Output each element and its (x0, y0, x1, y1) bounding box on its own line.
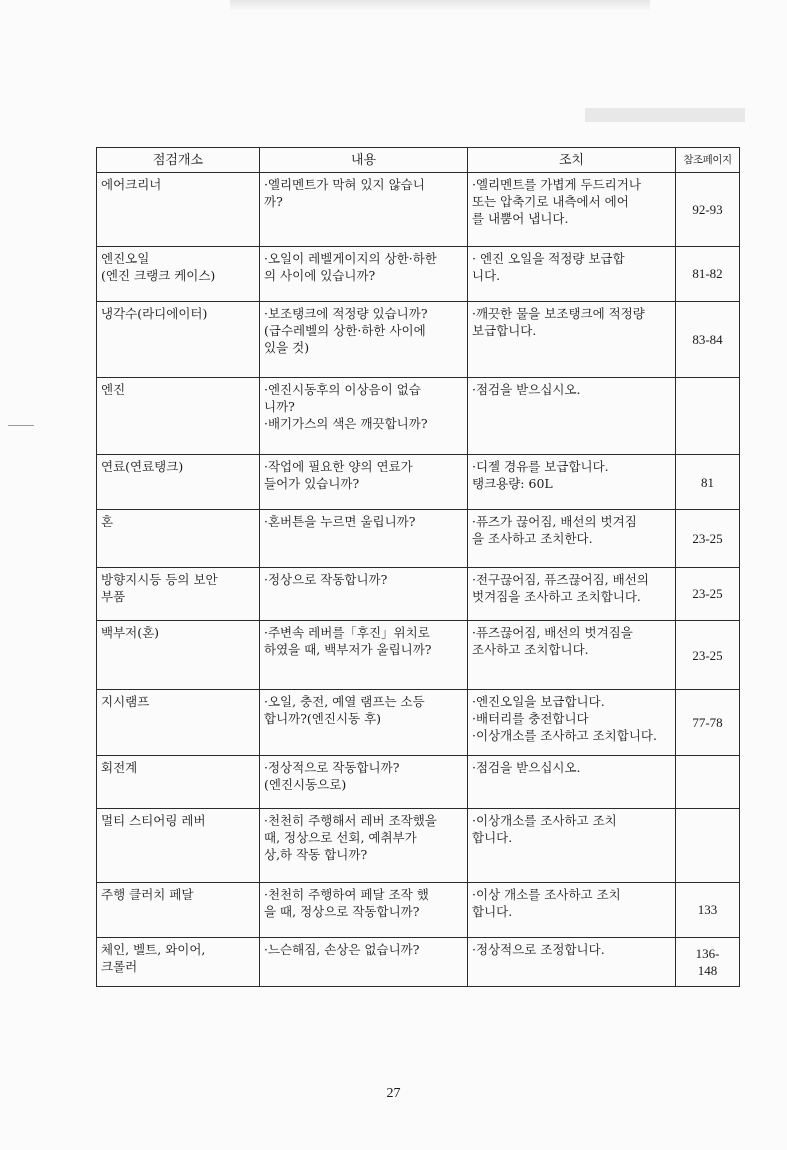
item-cell (97, 755, 260, 808)
action-line: ·퓨즈끊어짐, 배선의 벗겨짐을 (472, 624, 633, 640)
action-line: ·전구끊어짐, 퓨즈끊어짐, 배선의 (472, 571, 649, 587)
content-line: ·배기가스의 색은 깨끗합니까? (264, 415, 428, 431)
content-line: ·엘리멘트가 막혀 있지 않습니 (264, 177, 425, 192)
item-cell (97, 246, 260, 301)
content-line: 의 사이에 있습니까? (264, 267, 376, 283)
reference-page-cell: 133 (676, 882, 740, 937)
header-item: 점검개소 (97, 148, 260, 173)
item-cell (97, 301, 260, 377)
content-cell (260, 301, 468, 377)
content-cell (260, 620, 468, 690)
item-cell (97, 510, 260, 567)
content-line: 하였을 때, 백부저가 울립니까? (264, 641, 432, 657)
content-line: ·작업에 필요한 양의 연료가 (264, 459, 413, 475)
content-line: (급수레벨의 상한·하한 사이에 (264, 322, 426, 338)
item-line: 체인, 벨트, 와이어, (101, 941, 206, 957)
action-line: · 엔진 오일을 적정량 보급합 (472, 250, 625, 266)
action-cell (468, 620, 676, 690)
reference-page-cell: 81-82 (676, 246, 740, 301)
action-line: ·깨끗한 물을 보조탱크에 적정량 (472, 305, 645, 321)
item-cell (97, 937, 260, 986)
reference-page-cell (676, 755, 740, 808)
reference-page-cell: 23-25 (676, 620, 740, 690)
table-row (97, 567, 740, 620)
content-cell (260, 937, 468, 986)
action-cell (468, 937, 676, 986)
action-line: 탱크용량: 60L (472, 476, 553, 492)
content-cell (260, 455, 468, 510)
content-line: 합니까?(엔진시동 후) (264, 711, 382, 727)
action-line: 또는 압축기로 내측에서 에어 (472, 194, 629, 209)
reference-page-cell: 92-93 (676, 173, 740, 247)
item-line: (엔진 크랭크 케이스) (101, 267, 216, 283)
content-line: 들어가 있습니까? (264, 476, 360, 492)
content-cell (260, 882, 468, 937)
reference-page-cell: 77-78 (676, 690, 740, 755)
action-line: 조사하고 조치합니다. (472, 641, 589, 657)
content-line: (엔진시동으로) (264, 776, 347, 792)
item-line: 멀티 스티어링 레버 (101, 813, 206, 829)
action-cell (468, 882, 676, 937)
table-row (97, 755, 740, 808)
content-line: 까? (264, 194, 283, 209)
content-line: ·보조탱크에 적정량 있습니까? (264, 305, 428, 321)
item-line: 엔진오일 (101, 250, 150, 266)
action-cell (468, 377, 676, 455)
table-row (97, 377, 740, 455)
content-line: ·느슨해짐, 손상은 없습니까? (264, 941, 420, 957)
content-line: ·정상적으로 작동합니까? (264, 759, 400, 775)
table-row (97, 690, 740, 755)
item-line: 연료(연료탱크) (101, 459, 184, 475)
table-row (97, 246, 740, 301)
table-row (97, 455, 740, 510)
item-line: 지시램프 (101, 694, 150, 710)
reference-page-cell: 81 (676, 455, 740, 510)
content-cell (260, 755, 468, 808)
reference-page-cell: 83-84 (676, 301, 740, 377)
item-cell (97, 173, 260, 247)
table-row (97, 620, 740, 690)
action-line: 합니다. (472, 830, 513, 846)
item-line: 주행 클러치 페달 (101, 886, 194, 902)
table-body (97, 173, 740, 987)
content-cell (260, 809, 468, 883)
table-row (97, 510, 740, 567)
action-cell (468, 455, 676, 510)
action-cell (468, 809, 676, 883)
action-line: 보급합니다. (472, 322, 537, 338)
action-line: ·이상 개소를 조사하고 조치 (472, 886, 621, 902)
action-cell (468, 690, 676, 755)
content-line: ·천천히 주행해서 레버 조작했을 (264, 813, 437, 829)
action-line: 를 내뿜어 냅니다. (472, 211, 569, 226)
action-cell (468, 567, 676, 620)
action-cell (468, 510, 676, 567)
bleed-through-heading (585, 108, 745, 122)
item-line: 에어크리너 (101, 177, 162, 192)
item-line: 냉각수(라디에이터) (101, 305, 208, 321)
table-row (97, 173, 740, 247)
action-line: ·퓨즈가 끊어짐, 배선의 벗겨짐 (472, 514, 637, 530)
header-action: 조치 (468, 148, 676, 173)
content-line: ·오일, 충전, 예열 램프는 소등 (264, 694, 425, 710)
item-cell (97, 455, 260, 510)
reference-page-cell: 136- 148 (676, 937, 740, 986)
item-cell (97, 620, 260, 690)
action-cell (468, 301, 676, 377)
header-row (97, 148, 740, 173)
inspection-table (96, 147, 740, 987)
item-line: 방향지시등 등의 보안 (101, 571, 218, 587)
bleed-through-shadow (230, 0, 650, 10)
page-number: 27 (386, 1086, 401, 1101)
item-line: 회전계 (101, 759, 138, 775)
action-line: ·정상적으로 조정합니다. (472, 941, 605, 957)
reference-page-cell (676, 377, 740, 455)
table-row (97, 809, 740, 883)
action-line: 니다. (472, 267, 501, 283)
table-row (97, 937, 740, 986)
action-cell (468, 246, 676, 301)
content-line: 상,하 작동 합니까? (264, 847, 368, 863)
action-line: 벗겨짐을 조사하고 조치합니다. (472, 588, 641, 604)
action-line: ·배터리를 충전합니다 (472, 711, 589, 727)
item-cell (97, 882, 260, 937)
header-content: 내용 (260, 148, 468, 173)
table-row (97, 301, 740, 377)
header-reference-page: 참조페이지 (676, 148, 740, 173)
action-line: ·이상개소를 조사하고 조치 (472, 813, 617, 829)
item-line: 부품 (101, 588, 126, 604)
table-row (97, 882, 740, 937)
item-line: 혼 (101, 514, 114, 530)
content-cell (260, 377, 468, 455)
margin-mark (8, 425, 34, 426)
action-cell (468, 173, 676, 247)
content-line: ·혼버튼을 누르면 울립니까? (264, 514, 416, 530)
action-line: ·점검을 받으십시오. (472, 381, 581, 397)
content-line: 있을 것) (264, 339, 310, 355)
content-cell (260, 173, 468, 247)
action-cell (468, 755, 676, 808)
item-cell (97, 690, 260, 755)
item-line: 백부저(혼) (101, 624, 160, 640)
content-line: 니까? (264, 398, 295, 414)
action-line: ·점검을 받으십시오. (472, 759, 581, 775)
content-line: 을 때, 정상으로 작동합니까? (264, 903, 420, 919)
item-cell (97, 809, 260, 883)
content-line: ·엔진시동후의 이상음이 없습 (264, 381, 421, 397)
content-line: ·정상으로 작동합니까? (264, 571, 388, 587)
content-cell (260, 690, 468, 755)
item-line: 엔진 (101, 381, 126, 397)
content-cell (260, 246, 468, 301)
content-line: 때, 정상으로 선회, 예취부가 (264, 830, 417, 846)
content-line: ·천천히 주행하여 페달 조작 했 (264, 886, 429, 902)
action-line: 합니다. (472, 903, 513, 919)
content-line: ·주변속 레버를「후진」위치로 (264, 624, 430, 640)
reference-page-cell: 23-25 (676, 510, 740, 567)
reference-page-cell: 23-25 (676, 567, 740, 620)
content-cell (260, 567, 468, 620)
action-line: ·디젤 경유를 보급합니다. (472, 459, 609, 475)
action-line: ·이상개소를 조사하고 조치합니다. (472, 728, 657, 744)
item-line: 크롤러 (101, 958, 138, 974)
content-line: ·오일이 레벨게이지의 상한·하한 (264, 250, 437, 266)
item-cell (97, 377, 260, 455)
action-line: 을 조사하고 조치한다. (472, 531, 593, 547)
item-cell (97, 567, 260, 620)
action-line: ·엘리멘트를 가볍게 두드리거나 (472, 177, 641, 192)
action-line: ·엔진오일을 보급합니다. (472, 694, 605, 710)
content-cell (260, 510, 468, 567)
reference-page-cell (676, 809, 740, 883)
